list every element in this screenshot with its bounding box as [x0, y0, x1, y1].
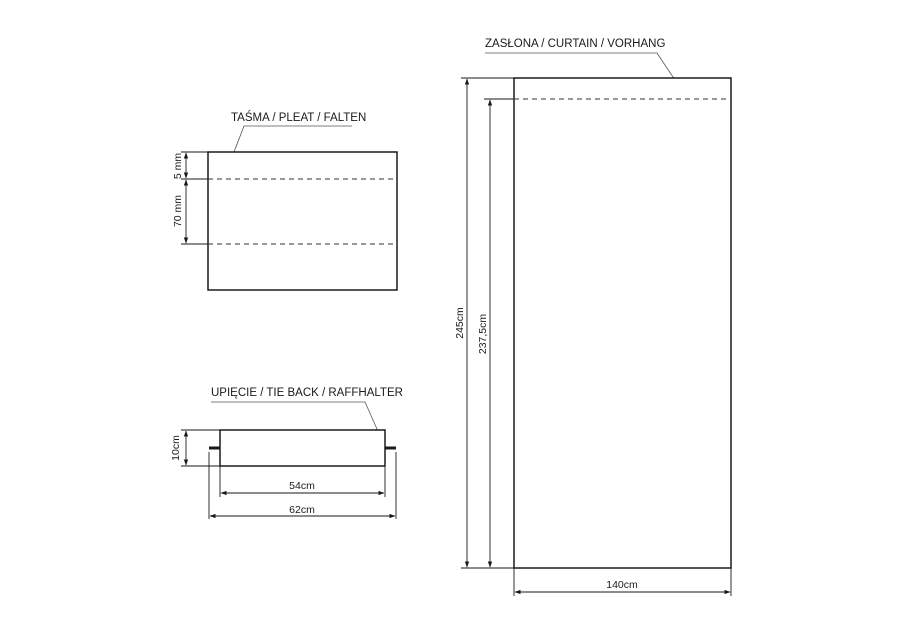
- tieback-drawing: [170, 387, 403, 519]
- curtain-245cm-label: 245cm: [454, 307, 466, 339]
- pleat-label: TAŚMA / PLEAT / FALTEN: [231, 112, 367, 124]
- curtain-panel-outline: [514, 78, 731, 568]
- pleat-5mm-label: 5 mm: [172, 152, 184, 180]
- pleat-tape-outline: [208, 152, 397, 290]
- curtain-drawing: [454, 38, 731, 596]
- tieback-label: UPIĘCIE / TIE BACK / RAFFHALTER: [211, 387, 403, 399]
- curtain-label: ZASŁONA / CURTAIN / VORHANG: [485, 38, 666, 50]
- pleat-drawing: [172, 111, 397, 290]
- pleat-70mm-label: 70 mm: [172, 194, 184, 228]
- tieback-band-outline: [220, 430, 385, 466]
- tieback-62cm-label: 62cm: [289, 504, 315, 516]
- curtain-237cm-label: 237,5cm: [477, 313, 489, 355]
- curtain-140cm-label: 140cm: [606, 579, 638, 591]
- pleat-leader-line: [234, 126, 352, 152]
- tieback-54cm-label: 54cm: [289, 480, 315, 492]
- tieback-height-label: 10cm: [170, 435, 182, 461]
